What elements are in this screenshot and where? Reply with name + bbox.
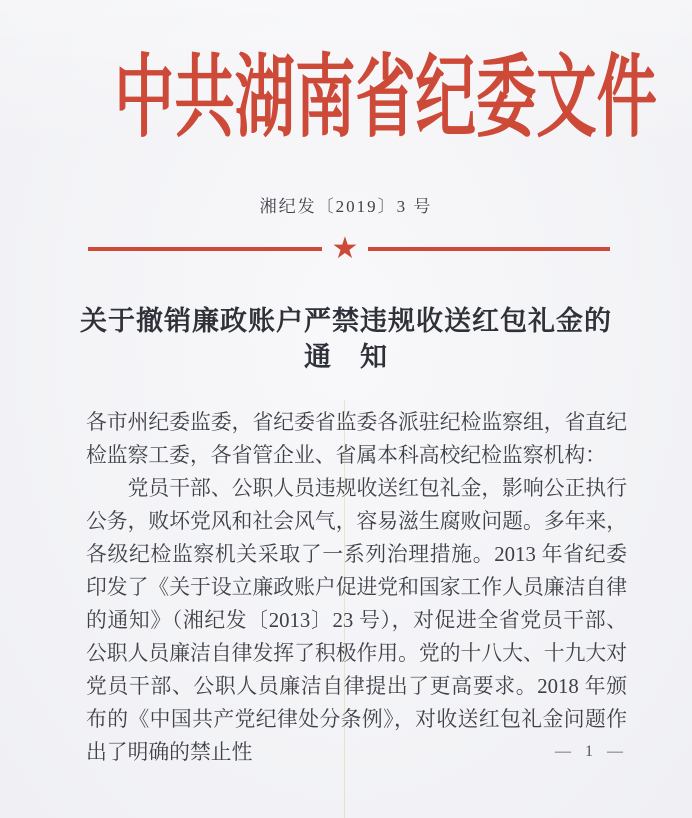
document-title-line1: 关于撤销廉政账户严禁违规收送红包礼金的: [80, 306, 612, 336]
divider-line-left: [88, 247, 322, 251]
document-body: [86, 406, 627, 769]
body-paragraph: 党员干部、公职人员违规收送红包礼金，影响公正执行公务，败坏党风和社会风气，容易滋生腐败问题。多年来，各级纪检监察机关采取了一系列治理措施。2013 年省纪委印发了《关于设立廉政账户促进党和国家工作人员廉洁自律的通知》（湘纪发〔2013〕23 号），对促进全省党员干部、公职人员廉洁自律发挥了积极作用。党的十八大、十九大对党员干部、公职人员廉洁自律提出了更高要求。2018 年颁布的《中国共产党纪律处分条例》，对收送红包礼金问题作出了明确的禁止性: [86, 477, 627, 764]
document-number: 湘纪发〔2019〕3 号: [259, 197, 433, 216]
document-title: [0, 303, 692, 375]
salutation-paragraph: 各市州纪委监委，省纪委省监委各派驻纪检监察组，省直纪检监察工委，各省管企业、省属本科高校纪检监察机构：: [86, 411, 627, 467]
document-title-line2: 通 知: [304, 342, 388, 372]
letterhead-title: 中共湖南省纪委文件: [114, 49, 657, 148]
star-icon: ★: [331, 231, 359, 266]
divider-line-right: [368, 247, 610, 251]
page-number: — 1 —: [555, 743, 628, 760]
header-divider: [88, 231, 610, 266]
